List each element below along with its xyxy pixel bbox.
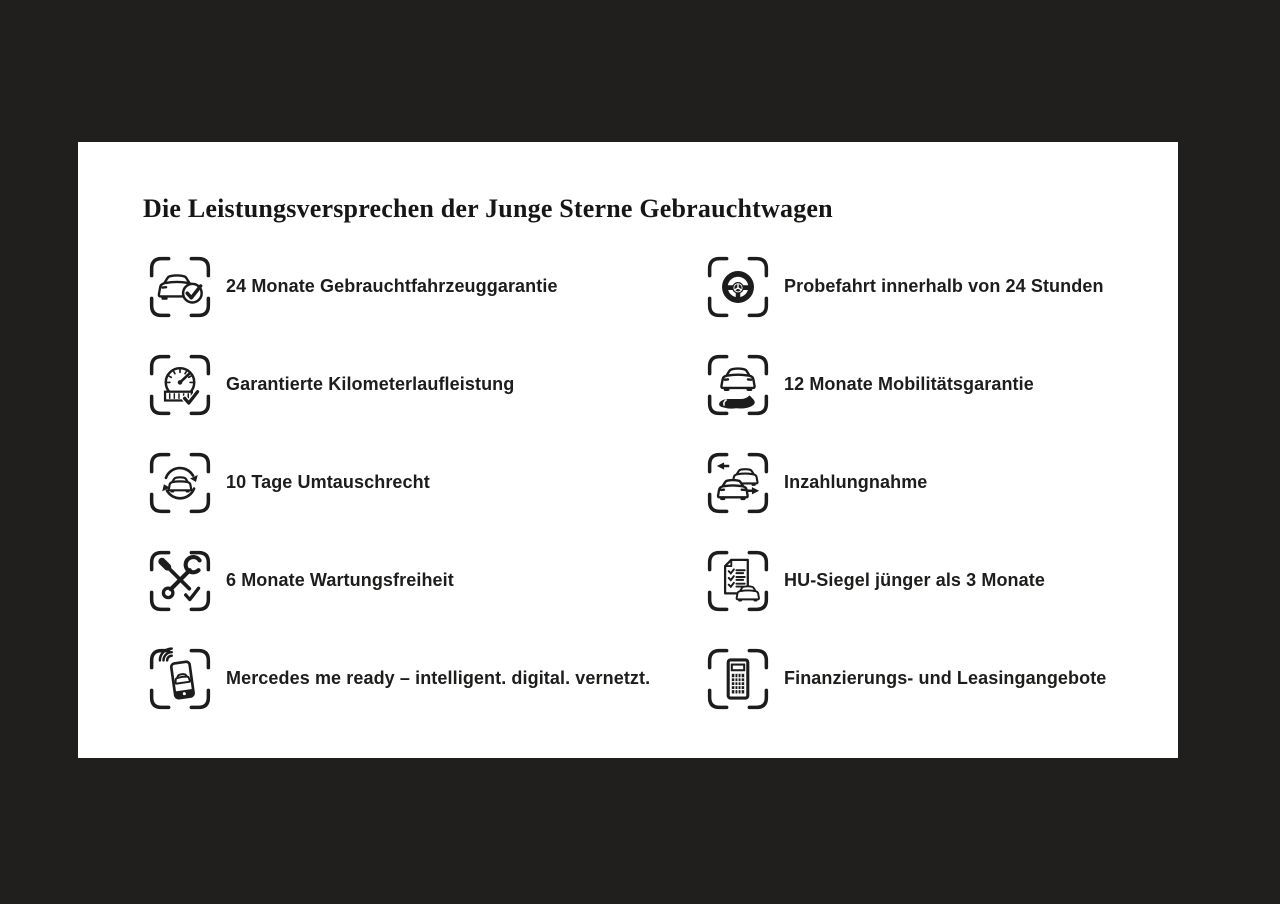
benefit-label: Garantierte Kilometerlaufleistung — [226, 374, 515, 395]
benefit-label: 10 Tage Umtauschrecht — [226, 472, 430, 493]
benefit-item-exchange-right — [147, 434, 705, 532]
speedometer-icon — [147, 352, 213, 418]
benefit-label: 6 Monate Wartungsfreiheit — [226, 570, 454, 591]
benefit-label: Inzahlungnahme — [784, 472, 928, 493]
benefit-item-financing — [705, 630, 1178, 728]
benefit-item-mobility-guarantee — [705, 336, 1178, 434]
page-title: Die Leistungsversprechen der Junge Sterne Gebrauchtwagen — [143, 194, 833, 223]
trade-in-cars-icon — [705, 450, 771, 516]
car-exchange-icon — [147, 450, 213, 516]
inspection-document-icon — [705, 548, 771, 614]
benefit-label: Finanzierungs- und Leasingangebote — [784, 668, 1107, 689]
benefit-label: 12 Monate Mobilitätsgarantie — [784, 374, 1034, 395]
calculator-icon — [705, 646, 771, 712]
benefit-label: Probefahrt innerhalb von 24 Stunden — [784, 276, 1104, 297]
phone-connected-icon — [147, 646, 213, 712]
benefit-item-maintenance-free — [147, 532, 705, 630]
benefit-label: Mercedes me ready – intelligent. digital. vernetzt. — [226, 668, 651, 689]
benefit-item-mileage-guarantee — [147, 336, 705, 434]
benefits-card — [78, 142, 1178, 758]
benefit-item-trade-in — [705, 434, 1178, 532]
benefit-item-hu-seal — [705, 532, 1178, 630]
benefit-label: 24 Monate Gebrauchtfahrzeuggarantie — [226, 276, 558, 297]
benefit-item-used-car-warranty — [147, 238, 705, 336]
car-check-icon — [147, 254, 213, 320]
steering-wheel-icon — [705, 254, 771, 320]
benefit-item-mercedes-me-ready — [147, 630, 705, 728]
car-on-hand-icon — [705, 352, 771, 418]
benefit-label: HU-Siegel jünger als 3 Monate — [784, 570, 1045, 591]
benefits-grid — [147, 238, 1178, 728]
benefit-item-test-drive — [705, 238, 1178, 336]
tools-icon — [147, 548, 213, 614]
